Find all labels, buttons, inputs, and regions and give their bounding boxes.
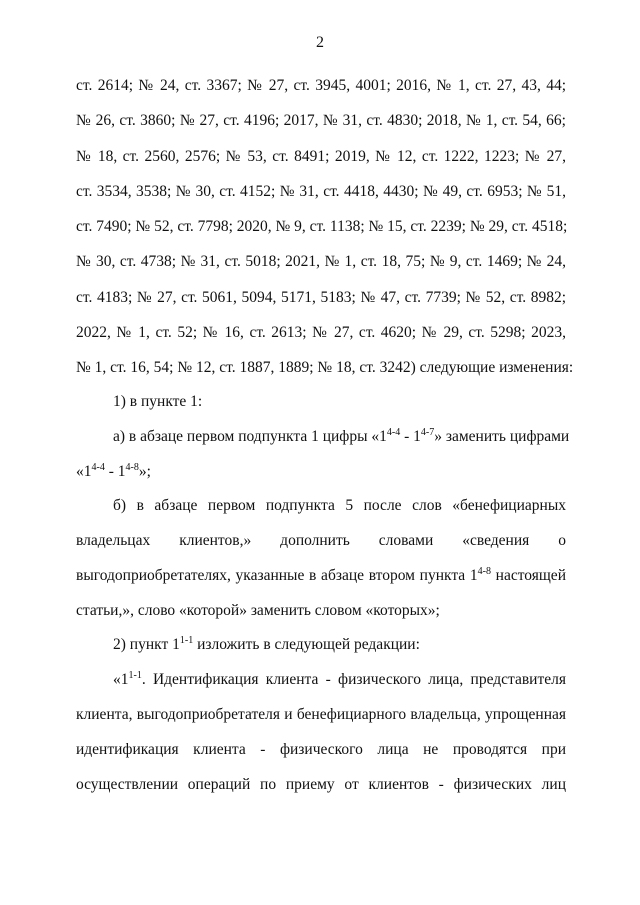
text-line: ст. 2614; № 24, ст. 3367; № 27, ст. 3945, 4001; 2016, № 1, ст. 27, 43, 44; (76, 77, 566, 94)
text-line: ст. 4183; № 27, ст. 5061, 5094, 5171, 5183; № 47, ст. 7739; № 52, ст. 8982; (76, 289, 566, 306)
text-span: - 1 (400, 428, 421, 445)
text-line: идентификация клиента - физического лица не проводятся при (76, 741, 566, 758)
text-line: клиента, выгодоприобретателя и бенефициарного владельца, упрощенная (76, 706, 566, 723)
text-line: статьи,», слово «которой» заменить словом «которых»; (76, 602, 440, 619)
text-span: выгодоприобретателях, указанные в абзаце втором пункта 1 (76, 567, 478, 584)
text-span: изложить в следующей редакции: (193, 636, 420, 653)
text-line: № 1, ст. 16, 54; № 12, ст. 1887, 1889; № 18, ст. 3242) следующие изменения: (76, 359, 574, 376)
superscript: 4-8 (477, 566, 491, 577)
quoted-paragraph-line (113, 670, 566, 690)
page-number: 2 (316, 34, 324, 51)
subitem-a-continuation (76, 462, 566, 482)
subitem-a-line (113, 427, 570, 447)
text-line (76, 566, 566, 586)
text-line: № 26, ст. 3860; № 27, ст. 4196; 2017, № 31, ст. 4830; 2018, № 1, ст. 54, 66; (76, 112, 566, 129)
text-line: ст. 3534, 3538; № 30, ст. 4152; № 31, ст. 4418, 4430; № 49, ст. 6953; № 51, (76, 183, 566, 200)
text-line: ст. 7490; № 52, ст. 7798; 2020, № 9, ст. 1138; № 15, ст. 2239; № 29, ст. 4518; (76, 218, 568, 235)
text-span: 2) пункт 1 (113, 636, 180, 653)
list-item-1: 1) в пункте 1: (113, 393, 203, 410)
text-line: № 30, ст. 4738; № 31, ст. 5018; 2021, № 1, ст. 18, 75; № 9, ст. 1469; № 24, (76, 253, 566, 270)
superscript: 1-1 (179, 635, 194, 646)
superscript: 4-4 (386, 427, 401, 438)
text-line: владельцах клиентов,» дополнить словами «сведения о (76, 532, 566, 549)
text-span: настоящей (490, 567, 566, 584)
text-span: - 1 (104, 463, 126, 480)
text-span: » заменить цифрами (434, 428, 570, 445)
superscript: 4-4 (91, 462, 105, 473)
superscript: 4-8 (125, 462, 139, 473)
text-line: № 18, ст. 2560, 2576; № 53, ст. 8491; 2019, № 12, ст. 1222, 1223; № 27, (76, 148, 566, 165)
list-item-2 (113, 635, 566, 655)
text-span: »; (138, 463, 151, 480)
text-span: «1 (113, 671, 129, 688)
superscript: 4-7 (420, 427, 435, 438)
text-line: 2022, № 1, ст. 52; № 16, ст. 2613; № 27, ст. 4620; № 29, ст. 5298; 2023, (76, 324, 566, 341)
text-line: осуществлении операций по приему от клиентов - физических лиц (76, 776, 566, 793)
text-span: . Идентификация клиента - физического лица, представителя (141, 671, 566, 688)
text-span: «1 (76, 463, 92, 480)
text-span: а) в абзаце первом подпункта 1 цифры «1 (113, 428, 387, 445)
subitem-b-line: б) в абзаце первом подпункта 5 после слов «бенефициарных (113, 497, 566, 514)
superscript: 1-1 (128, 670, 142, 681)
